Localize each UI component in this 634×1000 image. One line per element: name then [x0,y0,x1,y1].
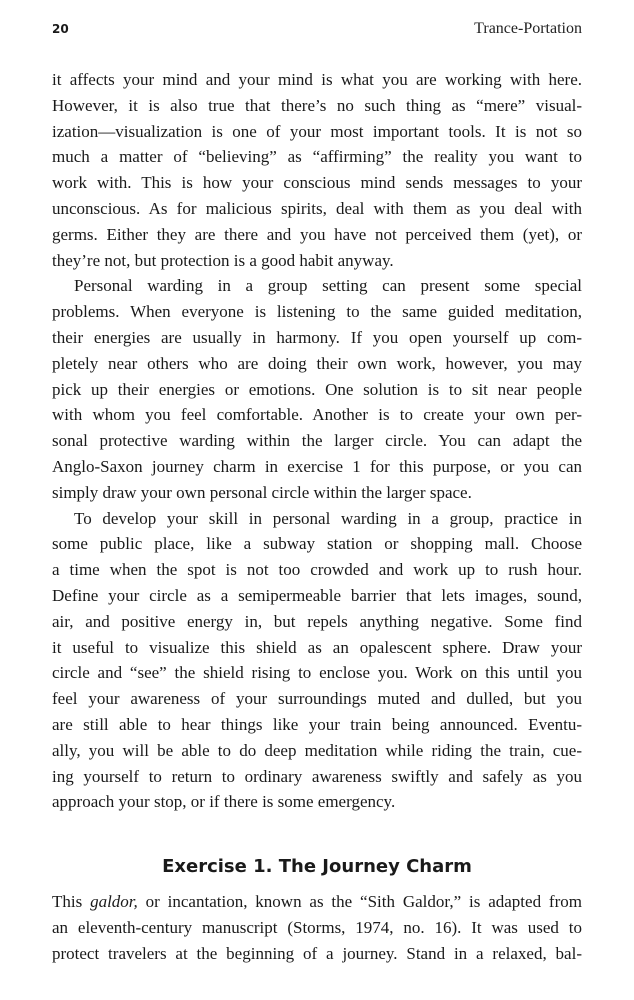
text-line: problems. When everyone is listening to the same guided meditation, [52,302,582,322]
text-line: much a matter of “believing” as “affirming” the reality you want to [52,147,582,167]
paragraph-2 [52,273,582,505]
text-line: germs. Either they are there and you have not perceived them (yet), or [52,224,582,244]
exercise-body [52,889,582,966]
text-line: are still able to hear things like your train being announced. Eventu- [52,714,582,734]
body-text [52,67,582,815]
text-line: some public place, like a subway station or shopping mall. Choose [52,534,582,554]
text-line: a time when the spot is not too crowded and work up to rush hour. [52,560,582,580]
paragraph-3 [52,506,582,816]
text-line: work with. This is how your conscious mind sends messages to your [52,173,582,193]
text-line: However, it is also true that there’s no such thing as “mere” visual- [52,95,582,115]
text-line: circle and “see” the shield rising to enclose you. Work on this until you [52,663,582,683]
text-line: pletely near others who are doing their own work, however, you may [52,353,582,373]
text-line: protect travelers at the beginning of a journey. Stand in a relaxed, bal- [52,943,582,963]
text-line: air, and positive energy in, but repels anything negative. Some find [52,611,582,631]
text-line: an eleventh-century manuscript (Storms, 1974, no. 16). It was used to [52,917,582,937]
text-line: Define your circle as a semipermeable barrier that lets images, sound, [52,585,582,605]
text-line: it useful to visualize this shield as an opalescent sphere. Draw your [52,637,582,657]
text-line: Personal warding in a group setting can present some special [74,276,582,296]
text-line: they’re not, but protection is a good habit anyway. [52,250,394,270]
page-number: 20 [52,22,69,36]
paragraph-1 [52,67,582,273]
text-run: or incantation, known as the “Sith Galdor,” is adapted from [137,892,582,911]
italic-term: galdor, [90,892,138,911]
text-line: To develop your skill in personal warding in a group, practice in [74,508,582,528]
running-title: Trance-Portation [474,20,582,37]
text-line: Anglo-Saxon journey charm in exercise 1 for this purpose, or you can [52,456,582,476]
text-run: This [52,892,91,911]
text-line: approach your stop, or if there is some emergency. [52,792,396,812]
text-line: sonal protective warding within the larger circle. You can adapt the [52,431,582,451]
text-line [52,889,582,915]
exercise-heading: Exercise 1. The Journey Charm [162,856,472,877]
text-line: ally, you will be able to do deep meditation while riding the train, cue- [52,740,582,760]
text-line: feel your awareness of your surroundings muted and dulled, but you [52,689,582,709]
text-line: it affects your mind and your mind is what you are working with here. [52,70,582,89]
text-line: with whom you feel comfortable. Another is to create your own per- [52,405,582,425]
text-line: pick up their energies or emotions. One solution is to sit near people [52,379,582,399]
text-line: their energies are usually in harmony. If you open yourself up com- [52,327,582,347]
text-line: ing yourself to return to ordinary awareness swiftly and safely as you [52,766,582,786]
text-line: ization—visualization is one of your most important tools. It is not so [52,121,582,141]
running-head [52,20,582,42]
text-line: simply draw your own personal circle within the larger space. [52,482,472,502]
text-line: unconscious. As for malicious spirits, deal with them as you deal with [52,198,582,218]
